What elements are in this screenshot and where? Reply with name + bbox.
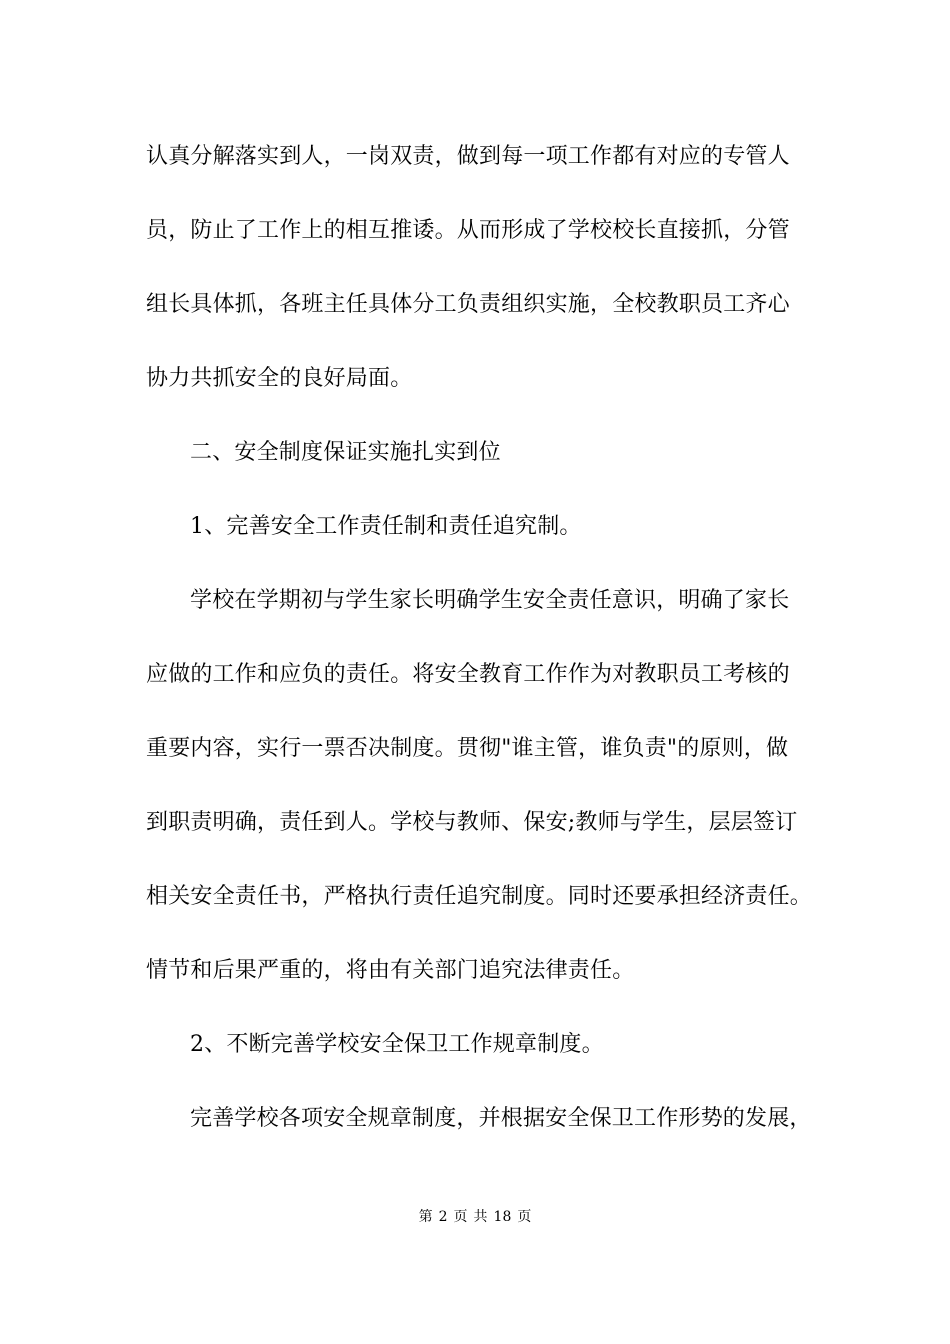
subsection-heading: 2、不断完善学校安全保卫工作规章制度。 [190,1032,604,1057]
footer-label-total: 共 [473,1209,488,1225]
paragraph-line: 员，防止了工作上的相互推诿。从而形成了学校校长直接抓，分管 [146,218,790,243]
paragraph-line: 认真分解落实到人，一岗双责，做到每一项工作都有对应的专管人 [146,144,790,169]
footer-current-page: 2 [438,1209,448,1225]
paragraph-line: 相关安全责任书，严格执行责任追究制度。同时还要承担经济责任。 [146,884,813,909]
subsection-heading: 1、完善安全工作责任制和责任追究制。 [190,514,582,539]
paragraph-line: 情节和后果严重的，将由有关部门追究法律责任。 [146,958,635,983]
page-footer [0,1207,950,1227]
paragraph-line: 完善学校各项安全规章制度，并根据安全保卫工作形势的发展， [190,1106,812,1131]
paragraph-line: 重要内容，实行一票否决制度。贯彻"谁主管，谁负责"的原则，做 [146,736,789,761]
paragraph-line: 到职责明确，责任到人。学校与教师、保安;教师与学生，层层签订 [146,810,798,835]
footer-total-pages: 18 [493,1209,512,1225]
footer-label-page: 第 [418,1209,433,1225]
paragraph-line: 协力共抓安全的良好局面。 [146,366,413,391]
paragraph-line: 应做的工作和应负的责任。将安全教育工作作为对教职员工考核的 [146,662,790,687]
footer-label-total-unit: 页 [517,1209,532,1225]
paragraph-line: 组长具体抓，各班主任具体分工负责组织实施，全校教职员工齐心 [146,292,790,317]
footer-label-page-unit: 页 [453,1209,468,1225]
paragraph-line: 学校在学期初与学生家长明确学生安全责任意识，明确了家长 [190,588,790,613]
section-heading: 二、安全制度保证实施扎实到位 [190,440,501,465]
